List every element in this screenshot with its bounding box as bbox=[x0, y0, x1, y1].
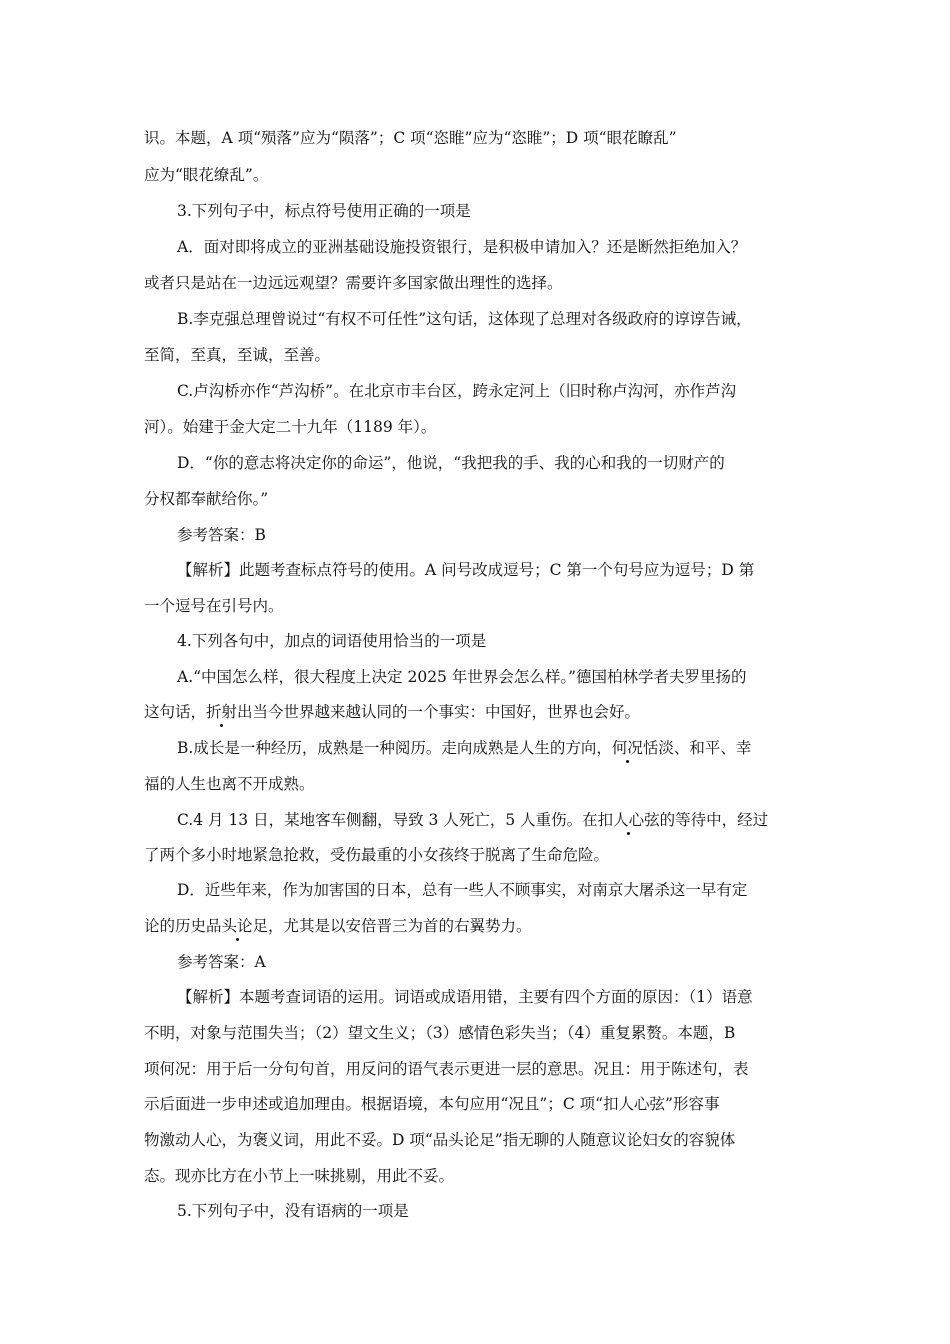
text-line: 物激动人心，为褒义词，用此不妥。D 项“品头论足”指无聊的人随意议论妇女的容貌体 bbox=[144, 1131, 736, 1149]
analysis-4: 【解析】本题考查词语的运用。词语或成语用错，主要有四个方面的原因：（1）语意 bbox=[177, 988, 753, 1006]
option-b bbox=[177, 738, 751, 758]
option-a: A.“中国怎么样，很大程度上决定 2025 年世界会怎么样。”德国柏林学者夫罗里扬的 bbox=[177, 668, 747, 686]
text-segment: 这句话， bbox=[144, 703, 207, 721]
text-segment: B.成长是一种经历，成熟是一种阅历。走向成熟是人生的方向， bbox=[177, 739, 612, 757]
text-line: 应为“眼花缭乱”。 bbox=[144, 166, 269, 184]
answer-3: 参考答案：B bbox=[177, 526, 266, 544]
option-d: D．“你的意志将决定你的命运”，他说，“我把我的手、我的心和我的一切财产的 bbox=[177, 454, 725, 472]
text-segment: C.4 月 13 日，某地客车侧翻，导致 3 人死亡，5 人重伤。在 bbox=[177, 811, 598, 829]
option-c: C.卢沟桥亦作“芦沟桥”。在北京市丰台区，跨永定河上（旧时称卢沟河，亦作芦沟 bbox=[177, 382, 737, 400]
analysis-3: 【解析】此题考查标点符号的使用。A 问号改成逗号；C 第一个句号应为逗号；D 第 bbox=[177, 561, 755, 579]
text-line: 项何况：用于后一分句句首，用反问的语气表示更进一层的意思。况且：用于陈述句，表 bbox=[144, 1060, 749, 1078]
text-line: 识。本题，A 项“殒落”应为“陨落”；C 项“恣睢”应为“恣睢”；D 项“眼花瞭乱” bbox=[144, 129, 677, 147]
text-line bbox=[144, 702, 640, 722]
dotted-word: 品头论足 bbox=[206, 917, 269, 935]
question-3-stem: 3.下列句子中，标点符号使用正确的一项是 bbox=[177, 202, 471, 220]
option-d: D．近些年来，作为加害国的日本，总有一些人不顾事实，对南京大屠杀这一早有定 bbox=[177, 881, 748, 899]
answer-4: 参考答案：A bbox=[177, 953, 266, 971]
text-segment: 出当今世界越来越认同的一个事实：中国好，世界也会好。 bbox=[237, 703, 641, 721]
option-a: A．面对即将成立的亚洲基础设施投资银行，是积极申请加入？还是断然拒绝加入？ bbox=[177, 238, 747, 256]
dotted-word: 折射 bbox=[206, 703, 238, 721]
dotted-word: 扣人心弦 bbox=[597, 811, 660, 829]
dotted-word: 何况 bbox=[611, 739, 643, 757]
text-segment: 论的历史 bbox=[144, 917, 207, 935]
text-line: 福的人生也离不开成熟。 bbox=[144, 775, 315, 793]
text-segment: ，尤其是以安倍晋三为首的右翼势力。 bbox=[268, 917, 532, 935]
question-5-stem: 5.下列句子中，没有语病的一项是 bbox=[177, 1202, 409, 1220]
text-line: 不明，对象与范围失当；（2）望文生义；（3）感情色彩失当；（4）重复累赘。本题，B bbox=[144, 1024, 736, 1042]
option-b: B.李克强总理曾说过“有权不可任性”这句话，这体现了总理对各级政府的谆谆告诫， bbox=[177, 310, 752, 328]
text-line: 示后面进一步申述或追加理由。根据语境，本句应用“况且”；C 项“扣人心弦”形容事 bbox=[144, 1095, 720, 1113]
option-c bbox=[177, 810, 768, 830]
text-line: 了两个多小时地紧急抢救，受伤最重的小女孩终于脱离了生命危险。 bbox=[144, 846, 610, 864]
text-line: 一个逗号在引号内。 bbox=[144, 597, 284, 615]
text-segment: 的等待中，经过 bbox=[659, 811, 769, 829]
text-line bbox=[144, 916, 532, 936]
text-segment: 恬淡、和平、幸 bbox=[642, 739, 752, 757]
text-line: 态。现亦比方在小节上一味挑剔，用此不妥。 bbox=[144, 1167, 455, 1185]
question-4-stem: 4.下列各句中，加点的词语使用恰当的一项是 bbox=[177, 632, 487, 650]
text-line: 至简，至真，至诚，至善。 bbox=[144, 346, 331, 364]
text-line: 或者只是站在一边远远观望？需要许多国家做出理性的选择。 bbox=[144, 274, 563, 292]
text-line: 分权都奉献给你。” bbox=[144, 490, 269, 508]
text-line: 河）。始建于金大定二十九年（1189 年）。 bbox=[144, 418, 437, 436]
